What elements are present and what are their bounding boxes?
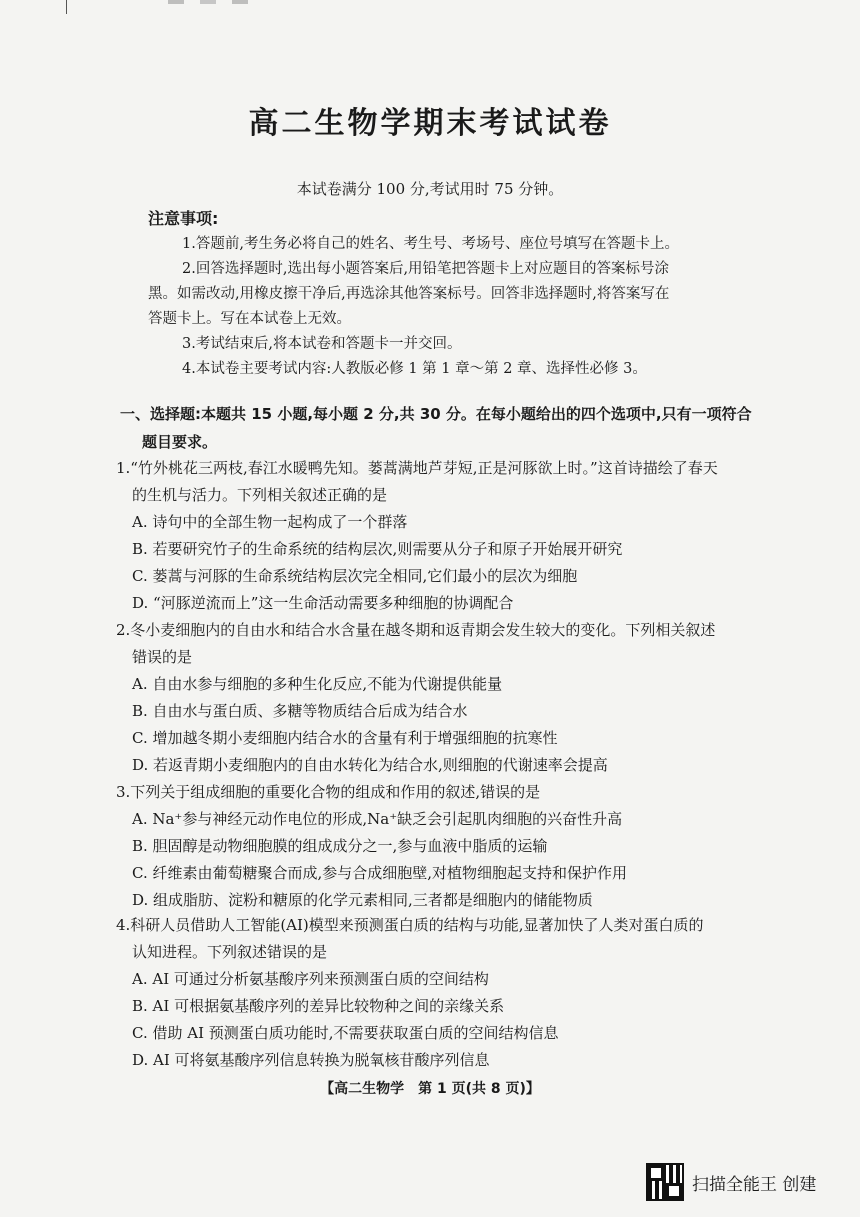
question-stem-cont: 错误的是 [132, 648, 193, 666]
scanner-watermark [646, 1163, 816, 1201]
option-a: A. AI 可通过分析氨基酸序列来预测蛋白质的空间结构 [132, 970, 489, 988]
notice-item-1: 1.答题前,考生务必将自己的姓名、考生号、考场号、座位号填写在答题卡上。 [182, 236, 679, 252]
question-2 [116, 617, 782, 779]
question-stem: 2.冬小麦细胞内的自由水和结合水含量在越冬期和返青期会发生较大的变化。下列相关叙述 [116, 621, 716, 639]
option-b: B. 若要研究竹子的生命系统的结构层次,则需要从分子和原子开始展开研究 [132, 540, 623, 558]
question-stem: 1.“竹外桃花三两枝,春江水暖鸭先知。蒌蒿满地芦芽短,正是河豚欲上时。”这首诗描绘了春天 [116, 459, 718, 477]
page-footer: 【高二生物学 第 1 页(共 8 页)】 [320, 1081, 540, 1097]
question-4 [116, 912, 782, 1074]
notice-title: 注意事项: [148, 209, 219, 228]
option-c: C. 增加越冬期小麦细胞内结合水的含量有利于增强细胞的抗寒性 [132, 729, 558, 747]
option-d: D. “河豚逆流而上”这一生命活动需要多种细胞的协调配合 [132, 594, 514, 612]
exam-title: 高二生物学期末考试试卷 [248, 106, 612, 141]
notice-item-4: 4.本试卷主要考试内容:人教版必修 1 第 1 章～第 2 章、选择性必修 3。 [182, 361, 647, 377]
question-stem: 3.下列关于组成细胞的重要化合物的组成和作用的叙述,错误的是 [116, 783, 541, 801]
section-heading [120, 400, 770, 456]
question-stem-cont: 认知进程。下列叙述错误的是 [132, 943, 328, 961]
section-heading-line-2: 题目要求。 [142, 433, 218, 451]
option-a: A. 诗句中的全部生物一起构成了一个群落 [132, 513, 408, 531]
option-c: C. 纤维素由葡萄糖聚合而成,参与合成细胞壁,对植物细胞起支持和保护作用 [132, 864, 628, 882]
question-stem: 4.科研人员借助人工智能(AI)模型来预测蛋白质的结构与功能,显著加快了人类对蛋白质的 [116, 916, 704, 934]
option-b: B. AI 可根据氨基酸序列的差异比较物种之间的亲缘关系 [132, 997, 505, 1015]
option-b: B. 胆固醇是动物细胞膜的组成成分之一,参与血液中脂质的运输 [132, 837, 548, 855]
option-d: D. AI 可将氨基酸序列信息转换为脱氧核苷酸序列信息 [132, 1051, 490, 1069]
section-heading-line-1: 一、选择题:本题共 15 小题,每小题 2 分,共 30 分。在每小题给出的四个选项中,只有一项符合 [120, 405, 752, 423]
notice-block [148, 232, 748, 382]
option-a: A. 自由水参与细胞的多种生化反应,不能为代谢提供能量 [132, 675, 503, 693]
notice-item-3: 3.考试结束后,将本试卷和答题卡一并交回。 [182, 336, 462, 352]
option-a: A. Na⁺参与神经元动作电位的形成,Na⁺缺乏会引起肌肉细胞的兴奋性升高 [132, 810, 623, 828]
exam-info: 本试卷满分 100 分,考试用时 75 分钟。 [296, 180, 564, 198]
scan-edge-mark [66, 0, 67, 14]
scanner-label: 扫描全能王 创建 [692, 1174, 817, 1195]
cropped-top-text [168, 0, 248, 4]
question-1 [116, 455, 782, 617]
notice-item-2-line-3: 答题卡上。写在本试卷上无效。 [148, 311, 351, 327]
option-c: C. 借助 AI 预测蛋白质功能时,不需要获取蛋白质的空间结构信息 [132, 1024, 559, 1042]
option-d: D. 组成脂肪、淀粉和糖原的化学元素相同,三者都是细胞内的储能物质 [132, 891, 593, 909]
option-d: D. 若返青期小麦细胞内的自由水转化为结合水,则细胞的代谢速率会提高 [132, 756, 608, 774]
option-c: C. 蒌蒿与河豚的生命系统结构层次完全相同,它们最小的层次为细胞 [132, 567, 578, 585]
qr-code-icon [646, 1163, 684, 1201]
option-b: B. 自由水与蛋白质、多糖等物质结合后成为结合水 [132, 702, 468, 720]
notice-item-2-line-1: 2.回答选择题时,选出每小题答案后,用铅笔把答题卡上对应题目的答案标号涂 [182, 261, 670, 277]
question-3 [116, 779, 782, 914]
notice-item-2-line-2: 黑。如需改动,用橡皮擦干净后,再选涂其他答案标号。回答非选择题时,将答案写在 [148, 286, 670, 302]
question-stem-cont: 的生机与活力。下列相关叙述正确的是 [132, 486, 388, 504]
